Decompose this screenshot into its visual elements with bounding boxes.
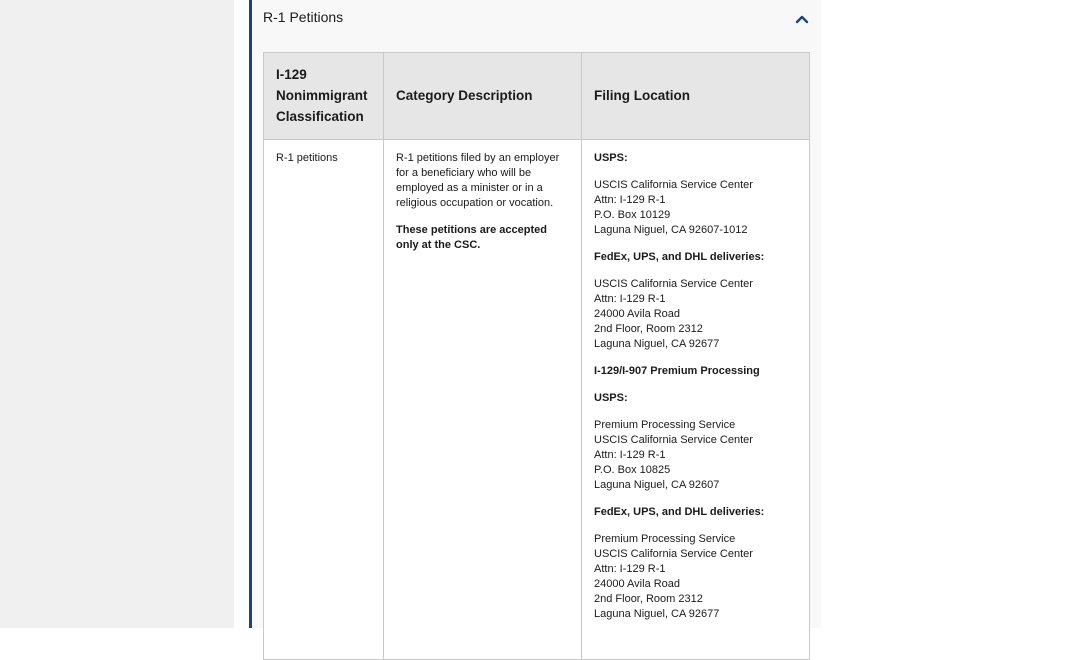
filing-table-container [263,52,809,652]
description-text: R-1 petitions filed by an employer for a beneficiary who will be employed as a minister or in a religious occupation or vocation. [396,152,560,209]
address-line: USCIS California Service Center [594,179,753,191]
address-line: 24000 Avila Road [594,578,681,590]
address-line: Attn: I-129 R-1 [594,293,666,305]
left-sidebar-area [0,0,234,628]
cell-description [384,140,582,660]
classification-text: R-1 petitions [276,152,338,164]
accordion-r1-petitions [249,0,821,628]
filing-table [263,52,810,660]
table-row [264,140,810,660]
table-header-row [264,53,810,140]
premium-courier-address [594,532,797,622]
courier-address [594,277,797,352]
address-line: USCIS California Service Center [594,548,753,560]
address-line: 2nd Floor, Room 2312 [594,593,703,605]
address-line: USCIS California Service Center [594,278,753,290]
address-line: Laguna Niguel, CA 92677 [594,338,720,350]
chevron-up-icon[interactable] [792,9,812,29]
header-category-description: Category Description [384,53,582,140]
address-line: Attn: I-129 R-1 [594,563,666,575]
usps-heading: USPS: [594,152,628,164]
cell-filing-location [582,140,810,660]
address-line: Laguna Niguel, CA 92607 [594,479,720,491]
description-note: These petitions are accepted only at the CSC. [396,224,547,251]
premium-courier-heading: FedEx, UPS, and DHL deliveries: [594,506,765,518]
accordion-title: R-1 Petitions [263,9,344,25]
premium-usps-address [594,418,797,493]
premium-processing-heading: I-129/I-907 Premium Processing [594,365,760,377]
address-line: Laguna Niguel, CA 92607-1012 [594,224,748,236]
address-line: 2nd Floor, Room 2312 [594,323,703,335]
header-classification: I-129 Nonimmigrant Classification [264,53,384,140]
address-line: USCIS California Service Center [594,434,753,446]
address-line: Attn: I-129 R-1 [594,194,666,206]
premium-usps-heading: USPS: [594,392,628,404]
usps-address [594,178,797,238]
address-line: Attn: I-129 R-1 [594,449,666,461]
courier-heading: FedEx, UPS, and DHL deliveries: [594,251,765,263]
address-line: Laguna Niguel, CA 92677 [594,608,720,620]
header-filing-location: Filing Location [582,53,810,140]
accordion-header[interactable] [252,0,821,38]
address-line: P.O. Box 10825 [594,464,671,476]
address-line: Premium Processing Service [594,533,736,545]
address-line: 24000 Avila Road [594,308,681,320]
cell-classification [264,140,384,660]
address-line: Premium Processing Service [594,419,736,431]
address-line: P.O. Box 10129 [594,209,671,221]
